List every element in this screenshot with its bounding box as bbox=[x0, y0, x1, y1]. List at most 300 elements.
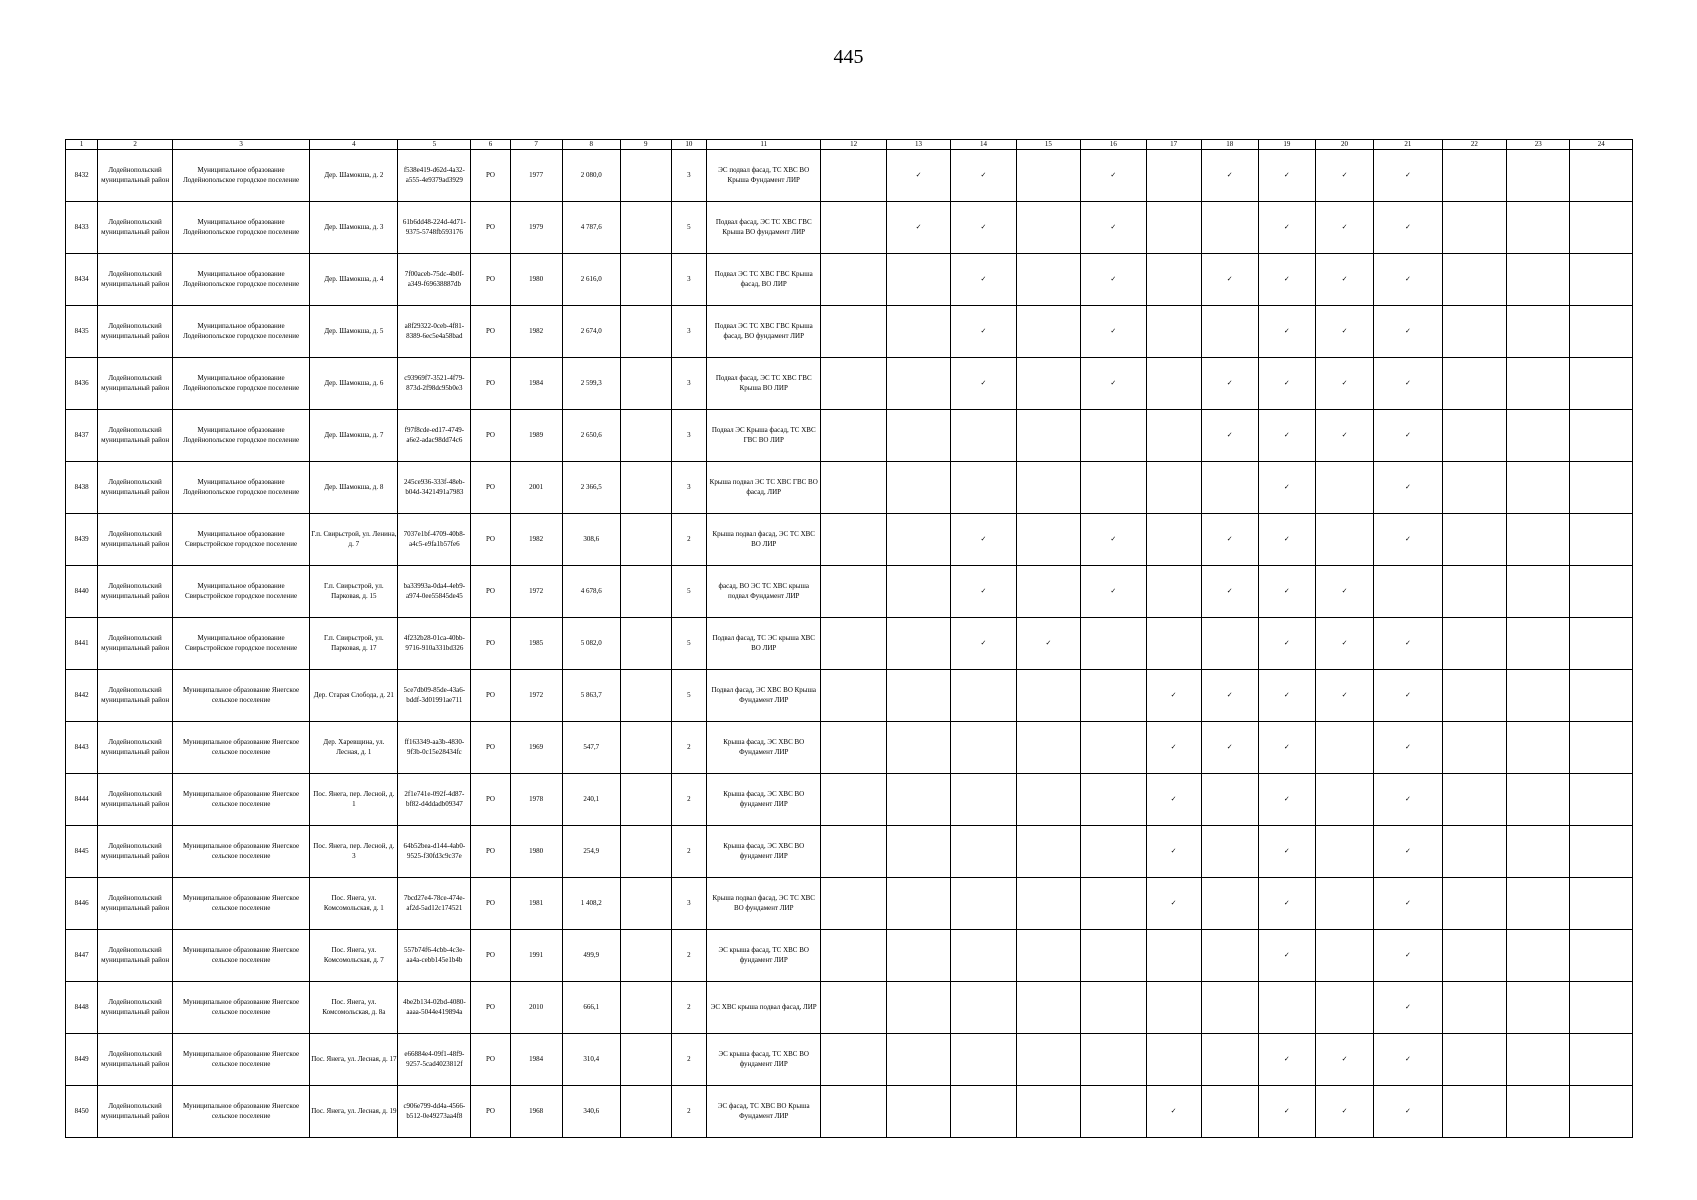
check-icon: ✓ bbox=[1258, 878, 1315, 930]
check-icon: ✓ bbox=[1258, 774, 1315, 826]
empty-cell bbox=[1146, 514, 1201, 566]
cell-address: Пос. Янега, ул. Комсомольская, д. 7 bbox=[310, 930, 398, 982]
empty-cell bbox=[1315, 774, 1373, 826]
empty-cell bbox=[1570, 202, 1633, 254]
cell-area: 240,1 bbox=[562, 774, 620, 826]
check-icon: ✓ bbox=[951, 306, 1016, 358]
cell-id: 8441 bbox=[66, 618, 98, 670]
cell-district: Лодейнопольский муниципальный район bbox=[98, 306, 173, 358]
column-header: 17 bbox=[1146, 140, 1201, 150]
empty-cell bbox=[951, 462, 1016, 514]
cell-area: 547,7 bbox=[562, 722, 620, 774]
cell-c9 bbox=[620, 878, 671, 930]
cell-area: 254,9 bbox=[562, 826, 620, 878]
empty-cell bbox=[1507, 410, 1570, 462]
cell-area: 499,9 bbox=[562, 930, 620, 982]
register-table bbox=[65, 139, 1633, 1138]
empty-cell bbox=[1507, 254, 1570, 306]
check-icon: ✓ bbox=[1258, 1086, 1315, 1138]
cell-address: Дер. Шамокша, д. 6 bbox=[310, 358, 398, 410]
check-icon: ✓ bbox=[951, 150, 1016, 202]
cell-c12 bbox=[821, 358, 886, 410]
empty-cell bbox=[886, 826, 950, 878]
cell-c10: 5 bbox=[671, 566, 706, 618]
cell-address: Дер. Шамокша, д. 2 bbox=[310, 150, 398, 202]
table-row bbox=[66, 306, 1633, 358]
empty-cell bbox=[1016, 150, 1080, 202]
cell-c9 bbox=[620, 930, 671, 982]
cell-year: 1982 bbox=[510, 306, 562, 358]
empty-cell bbox=[1442, 878, 1506, 930]
cell-c10: 3 bbox=[671, 306, 706, 358]
cell-address: Г.п. Свирьстрой, ул. Парковая, д. 15 bbox=[310, 566, 398, 618]
cell-year: 1980 bbox=[510, 826, 562, 878]
cell-year: 1991 bbox=[510, 930, 562, 982]
column-header: 20 bbox=[1315, 140, 1373, 150]
column-header: 1 bbox=[66, 140, 98, 150]
table-row bbox=[66, 566, 1633, 618]
empty-cell bbox=[1146, 566, 1201, 618]
cell-c12 bbox=[821, 618, 886, 670]
empty-cell bbox=[886, 1086, 950, 1138]
check-icon: ✓ bbox=[951, 618, 1016, 670]
check-icon: ✓ bbox=[1258, 514, 1315, 566]
cell-code: 5ce7db09-85de-43a6-bddf-3d01991ae711 bbox=[398, 670, 471, 722]
empty-cell bbox=[1016, 462, 1080, 514]
empty-cell bbox=[1442, 774, 1506, 826]
cell-id: 8432 bbox=[66, 150, 98, 202]
check-icon: ✓ bbox=[951, 566, 1016, 618]
cell-area: 2 674,0 bbox=[562, 306, 620, 358]
check-icon: ✓ bbox=[1374, 1086, 1443, 1138]
empty-cell bbox=[1081, 462, 1146, 514]
check-icon: ✓ bbox=[1201, 566, 1258, 618]
check-icon: ✓ bbox=[1258, 826, 1315, 878]
empty-cell bbox=[1442, 566, 1506, 618]
empty-cell bbox=[1507, 826, 1570, 878]
empty-cell bbox=[1081, 722, 1146, 774]
check-icon: ✓ bbox=[1146, 774, 1201, 826]
cell-area: 666,1 bbox=[562, 982, 620, 1034]
check-icon: ✓ bbox=[1258, 410, 1315, 462]
cell-c12 bbox=[821, 202, 886, 254]
empty-cell bbox=[1146, 306, 1201, 358]
cell-works: фасад, ВО ЭС ТС ХВС крыша подвал Фундамент ЛИР bbox=[707, 566, 821, 618]
cell-year: 1969 bbox=[510, 722, 562, 774]
cell-c6: РО bbox=[471, 982, 510, 1034]
empty-cell bbox=[1146, 930, 1201, 982]
check-icon: ✓ bbox=[1258, 462, 1315, 514]
column-header: 7 bbox=[510, 140, 562, 150]
check-icon: ✓ bbox=[1315, 254, 1373, 306]
empty-cell bbox=[1570, 306, 1633, 358]
empty-cell bbox=[1507, 202, 1570, 254]
empty-cell bbox=[1507, 618, 1570, 670]
check-icon: ✓ bbox=[1201, 722, 1258, 774]
cell-c9 bbox=[620, 722, 671, 774]
cell-district: Лодейнопольский муниципальный район bbox=[98, 202, 173, 254]
empty-cell bbox=[886, 1034, 950, 1086]
cell-c12 bbox=[821, 1086, 886, 1138]
column-header: 3 bbox=[173, 140, 310, 150]
empty-cell bbox=[1570, 514, 1633, 566]
empty-cell bbox=[1442, 150, 1506, 202]
check-icon: ✓ bbox=[1081, 306, 1146, 358]
cell-c6: РО bbox=[471, 566, 510, 618]
empty-cell bbox=[1016, 670, 1080, 722]
cell-district: Лодейнопольский муниципальный район bbox=[98, 670, 173, 722]
empty-cell bbox=[1507, 566, 1570, 618]
cell-area: 4 678,6 bbox=[562, 566, 620, 618]
cell-year: 1984 bbox=[510, 358, 562, 410]
cell-c12 bbox=[821, 150, 886, 202]
cell-address: Дер. Шамокша, д. 3 bbox=[310, 202, 398, 254]
cell-c6: РО bbox=[471, 878, 510, 930]
cell-address: Пос. Янега, ул. Комсомольская, д. 1 bbox=[310, 878, 398, 930]
column-header: 11 bbox=[707, 140, 821, 150]
column-header: 4 bbox=[310, 140, 398, 150]
empty-cell bbox=[1442, 670, 1506, 722]
column-header: 16 bbox=[1081, 140, 1146, 150]
empty-cell bbox=[1507, 358, 1570, 410]
cell-c12 bbox=[821, 930, 886, 982]
empty-cell bbox=[1442, 254, 1506, 306]
check-icon: ✓ bbox=[1081, 358, 1146, 410]
empty-cell bbox=[1201, 202, 1258, 254]
check-icon: ✓ bbox=[1201, 358, 1258, 410]
cell-c9 bbox=[620, 826, 671, 878]
cell-code: 557b74f6-4cbb-4c3e-aa4a-cebb145e1b4b bbox=[398, 930, 471, 982]
column-header: 8 bbox=[562, 140, 620, 150]
empty-cell bbox=[1507, 306, 1570, 358]
empty-cell bbox=[1442, 1086, 1506, 1138]
cell-c10: 3 bbox=[671, 878, 706, 930]
cell-c10: 5 bbox=[671, 670, 706, 722]
cell-c6: РО bbox=[471, 410, 510, 462]
empty-cell bbox=[1016, 1086, 1080, 1138]
table-row bbox=[66, 670, 1633, 722]
cell-c9 bbox=[620, 566, 671, 618]
cell-area: 2 080,0 bbox=[562, 150, 620, 202]
cell-year: 1972 bbox=[510, 566, 562, 618]
cell-works: Подвал фасад, ТС ЭС крыша ХВС ВО ЛИР bbox=[707, 618, 821, 670]
check-icon: ✓ bbox=[1315, 410, 1373, 462]
cell-works: Крыша фасад, ЭС ХВС ВО фундамент ЛИР bbox=[707, 826, 821, 878]
cell-id: 8433 bbox=[66, 202, 98, 254]
cell-year: 1979 bbox=[510, 202, 562, 254]
cell-code: 4f232b28-01ca-40bb-9716-910a331bd326 bbox=[398, 618, 471, 670]
empty-cell bbox=[1570, 982, 1633, 1034]
cell-id: 8450 bbox=[66, 1086, 98, 1138]
empty-cell bbox=[1570, 566, 1633, 618]
cell-c9 bbox=[620, 150, 671, 202]
empty-cell bbox=[1146, 202, 1201, 254]
cell-c6: РО bbox=[471, 670, 510, 722]
cell-code: 7bcd27e4-78ce-474e-af2d-5ad12c174521 bbox=[398, 878, 471, 930]
column-header: 21 bbox=[1374, 140, 1443, 150]
empty-cell bbox=[1315, 930, 1373, 982]
empty-cell bbox=[1201, 930, 1258, 982]
cell-year: 1977 bbox=[510, 150, 562, 202]
check-icon: ✓ bbox=[951, 514, 1016, 566]
check-icon: ✓ bbox=[1258, 930, 1315, 982]
cell-year: 1978 bbox=[510, 774, 562, 826]
empty-cell bbox=[1507, 774, 1570, 826]
cell-year: 1982 bbox=[510, 514, 562, 566]
cell-area: 4 787,6 bbox=[562, 202, 620, 254]
empty-cell bbox=[1081, 982, 1146, 1034]
table-row bbox=[66, 722, 1633, 774]
empty-cell bbox=[1081, 618, 1146, 670]
cell-area: 2 599,3 bbox=[562, 358, 620, 410]
empty-cell bbox=[1442, 410, 1506, 462]
column-header: 15 bbox=[1016, 140, 1080, 150]
cell-district: Лодейнопольский муниципальный район bbox=[98, 982, 173, 1034]
check-icon: ✓ bbox=[1374, 410, 1443, 462]
empty-cell bbox=[1146, 618, 1201, 670]
empty-cell bbox=[1016, 774, 1080, 826]
empty-cell bbox=[1442, 358, 1506, 410]
check-icon: ✓ bbox=[1315, 202, 1373, 254]
cell-district: Лодейнопольский муниципальный район bbox=[98, 878, 173, 930]
cell-district: Лодейнопольский муниципальный район bbox=[98, 566, 173, 618]
cell-works: Крыша подвал ЭС ТС ХВС ГВС ВО фасад, ЛИР bbox=[707, 462, 821, 514]
empty-cell bbox=[1081, 826, 1146, 878]
check-icon: ✓ bbox=[1374, 462, 1443, 514]
empty-cell bbox=[1507, 1034, 1570, 1086]
empty-cell bbox=[886, 358, 950, 410]
check-icon: ✓ bbox=[951, 254, 1016, 306]
cell-code: c906e799-dd4a-4566-b512-0e49273aa4f8 bbox=[398, 1086, 471, 1138]
empty-cell bbox=[886, 462, 950, 514]
cell-area: 1 408,2 bbox=[562, 878, 620, 930]
cell-year: 1984 bbox=[510, 1034, 562, 1086]
empty-cell bbox=[951, 982, 1016, 1034]
cell-settlement: Муниципальное образование Янегское сельское поселение bbox=[173, 1034, 310, 1086]
cell-code: 4be2b134-02bd-4080-aaaa-5044e419894a bbox=[398, 982, 471, 1034]
empty-cell bbox=[1016, 930, 1080, 982]
check-icon: ✓ bbox=[1201, 410, 1258, 462]
check-icon: ✓ bbox=[1081, 150, 1146, 202]
table-row bbox=[66, 358, 1633, 410]
empty-cell bbox=[1570, 670, 1633, 722]
cell-c12 bbox=[821, 722, 886, 774]
cell-c12 bbox=[821, 826, 886, 878]
empty-cell bbox=[951, 670, 1016, 722]
table-row bbox=[66, 774, 1633, 826]
cell-c9 bbox=[620, 358, 671, 410]
empty-cell bbox=[886, 566, 950, 618]
empty-cell bbox=[1442, 722, 1506, 774]
check-icon: ✓ bbox=[1315, 1086, 1373, 1138]
check-icon: ✓ bbox=[951, 202, 1016, 254]
cell-settlement: Муниципальное образование Лодейнопольское городское поселение bbox=[173, 462, 310, 514]
empty-cell bbox=[1507, 462, 1570, 514]
cell-id: 8447 bbox=[66, 930, 98, 982]
table-row bbox=[66, 982, 1633, 1034]
cell-id: 8443 bbox=[66, 722, 98, 774]
table-row bbox=[66, 202, 1633, 254]
empty-cell bbox=[1146, 1034, 1201, 1086]
cell-district: Лодейнопольский муниципальный район bbox=[98, 410, 173, 462]
column-header: 23 bbox=[1507, 140, 1570, 150]
cell-c12 bbox=[821, 410, 886, 462]
table-row bbox=[66, 826, 1633, 878]
empty-cell bbox=[1315, 982, 1373, 1034]
empty-cell bbox=[1570, 150, 1633, 202]
cell-works: Крыша подвал фасад, ЭС ТС ХВС ВО ЛИР bbox=[707, 514, 821, 566]
check-icon: ✓ bbox=[1258, 150, 1315, 202]
cell-works: Подвал ЭС ТС ХВС ГВС Крыша фасад, ВО ЛИР bbox=[707, 254, 821, 306]
cell-c9 bbox=[620, 774, 671, 826]
cell-district: Лодейнопольский муниципальный район bbox=[98, 722, 173, 774]
check-icon: ✓ bbox=[1258, 670, 1315, 722]
cell-c9 bbox=[620, 670, 671, 722]
cell-area: 5 863,7 bbox=[562, 670, 620, 722]
empty-cell bbox=[951, 722, 1016, 774]
cell-year: 1972 bbox=[510, 670, 562, 722]
cell-works: Подвал ЭС ТС ХВС ГВС Крыша фасад, ВО фундамент ЛИР bbox=[707, 306, 821, 358]
empty-cell bbox=[951, 1086, 1016, 1138]
cell-code: f97f8cde-ed17-4749-a6e2-adac98dd74c6 bbox=[398, 410, 471, 462]
check-icon: ✓ bbox=[1146, 1086, 1201, 1138]
cell-code: f538e419-d62d-4a32-a555-4e9379ad3929 bbox=[398, 150, 471, 202]
cell-id: 8449 bbox=[66, 1034, 98, 1086]
empty-cell bbox=[1146, 254, 1201, 306]
empty-cell bbox=[886, 254, 950, 306]
empty-cell bbox=[1146, 358, 1201, 410]
check-icon: ✓ bbox=[1201, 254, 1258, 306]
check-icon: ✓ bbox=[1315, 306, 1373, 358]
cell-address: Пос. Янега, пер. Лесной, д. 3 bbox=[310, 826, 398, 878]
cell-c6: РО bbox=[471, 722, 510, 774]
cell-address: Пос. Янега, ул. Лесная, д. 17 bbox=[310, 1034, 398, 1086]
column-header: 10 bbox=[671, 140, 706, 150]
check-icon: ✓ bbox=[1315, 1034, 1373, 1086]
cell-code: 7037e1bf-4709-40b8-a4c5-e9fa1b57fe6 bbox=[398, 514, 471, 566]
empty-cell bbox=[951, 878, 1016, 930]
empty-cell bbox=[1570, 358, 1633, 410]
empty-cell bbox=[1570, 1034, 1633, 1086]
table-row bbox=[66, 878, 1633, 930]
cell-c10: 2 bbox=[671, 982, 706, 1034]
empty-cell bbox=[1570, 878, 1633, 930]
check-icon: ✓ bbox=[1016, 618, 1080, 670]
empty-cell bbox=[886, 878, 950, 930]
empty-cell bbox=[951, 774, 1016, 826]
cell-id: 8446 bbox=[66, 878, 98, 930]
cell-code: ff163349-aa3b-4830-9f3b-0c15e28434fc bbox=[398, 722, 471, 774]
empty-cell bbox=[951, 930, 1016, 982]
table-row bbox=[66, 930, 1633, 982]
cell-works: ЭС крыша фасад, ТС ХВС ВО фундамент ЛИР bbox=[707, 1034, 821, 1086]
empty-cell bbox=[1315, 514, 1373, 566]
cell-c12 bbox=[821, 462, 886, 514]
check-icon: ✓ bbox=[1374, 1034, 1443, 1086]
cell-year: 1980 bbox=[510, 254, 562, 306]
cell-settlement: Муниципальное образование Свирьстройское городское поселение bbox=[173, 618, 310, 670]
cell-c6: РО bbox=[471, 826, 510, 878]
empty-cell bbox=[1374, 566, 1443, 618]
cell-year: 1968 bbox=[510, 1086, 562, 1138]
check-icon: ✓ bbox=[1315, 150, 1373, 202]
empty-cell bbox=[1016, 566, 1080, 618]
check-icon: ✓ bbox=[1258, 722, 1315, 774]
cell-c6: РО bbox=[471, 930, 510, 982]
cell-c10: 3 bbox=[671, 254, 706, 306]
cell-address: Г.п. Свирьстрой, ул. Парковая, д. 17 bbox=[310, 618, 398, 670]
empty-cell bbox=[1201, 306, 1258, 358]
check-icon: ✓ bbox=[1258, 618, 1315, 670]
check-icon: ✓ bbox=[1315, 566, 1373, 618]
cell-code: e66884e4-09f1-48f9-9257-5cad4023812f bbox=[398, 1034, 471, 1086]
cell-code: 64b52bea-d144-4ab0-9525-f30fd3c9c37e bbox=[398, 826, 471, 878]
cell-c9 bbox=[620, 462, 671, 514]
table-row bbox=[66, 462, 1633, 514]
table-row bbox=[66, 1086, 1633, 1138]
cell-c9 bbox=[620, 1034, 671, 1086]
empty-cell bbox=[1570, 254, 1633, 306]
empty-cell bbox=[886, 618, 950, 670]
cell-id: 8440 bbox=[66, 566, 98, 618]
check-icon: ✓ bbox=[1258, 566, 1315, 618]
empty-cell bbox=[1081, 878, 1146, 930]
cell-settlement: Муниципальное образование Лодейнопольское городское поселение bbox=[173, 202, 310, 254]
cell-c9 bbox=[620, 514, 671, 566]
empty-cell bbox=[1016, 722, 1080, 774]
empty-cell bbox=[1442, 202, 1506, 254]
empty-cell bbox=[1570, 826, 1633, 878]
cell-c6: РО bbox=[471, 774, 510, 826]
cell-address: Дер. Шамокша, д. 7 bbox=[310, 410, 398, 462]
check-icon: ✓ bbox=[1374, 358, 1443, 410]
empty-cell bbox=[1570, 410, 1633, 462]
cell-c10: 3 bbox=[671, 150, 706, 202]
empty-cell bbox=[886, 514, 950, 566]
cell-address: Пос. Янега, ул. Комсомольская, д. 8а bbox=[310, 982, 398, 1034]
table-row bbox=[66, 618, 1633, 670]
empty-cell bbox=[1442, 982, 1506, 1034]
check-icon: ✓ bbox=[1374, 982, 1443, 1034]
check-icon: ✓ bbox=[1146, 878, 1201, 930]
check-icon: ✓ bbox=[1201, 150, 1258, 202]
empty-cell bbox=[1201, 878, 1258, 930]
cell-c10: 5 bbox=[671, 202, 706, 254]
check-icon: ✓ bbox=[1258, 254, 1315, 306]
empty-cell bbox=[1507, 982, 1570, 1034]
header-row bbox=[66, 140, 1633, 150]
cell-code: ba33993a-0da4-4eb9-a974-0ee55845de45 bbox=[398, 566, 471, 618]
empty-cell bbox=[1081, 930, 1146, 982]
cell-year: 2001 bbox=[510, 462, 562, 514]
check-icon: ✓ bbox=[1315, 670, 1373, 722]
empty-cell bbox=[1570, 722, 1633, 774]
check-icon: ✓ bbox=[1374, 150, 1443, 202]
empty-cell bbox=[1201, 462, 1258, 514]
cell-c9 bbox=[620, 410, 671, 462]
empty-cell bbox=[1442, 462, 1506, 514]
empty-cell bbox=[1570, 1086, 1633, 1138]
cell-c9 bbox=[620, 982, 671, 1034]
cell-c10: 3 bbox=[671, 358, 706, 410]
cell-c10: 2 bbox=[671, 1034, 706, 1086]
empty-cell bbox=[1201, 618, 1258, 670]
cell-settlement: Муниципальное образование Лодейнопольское городское поселение bbox=[173, 254, 310, 306]
empty-cell bbox=[1570, 462, 1633, 514]
empty-cell bbox=[886, 930, 950, 982]
cell-c10: 3 bbox=[671, 462, 706, 514]
cell-id: 8436 bbox=[66, 358, 98, 410]
